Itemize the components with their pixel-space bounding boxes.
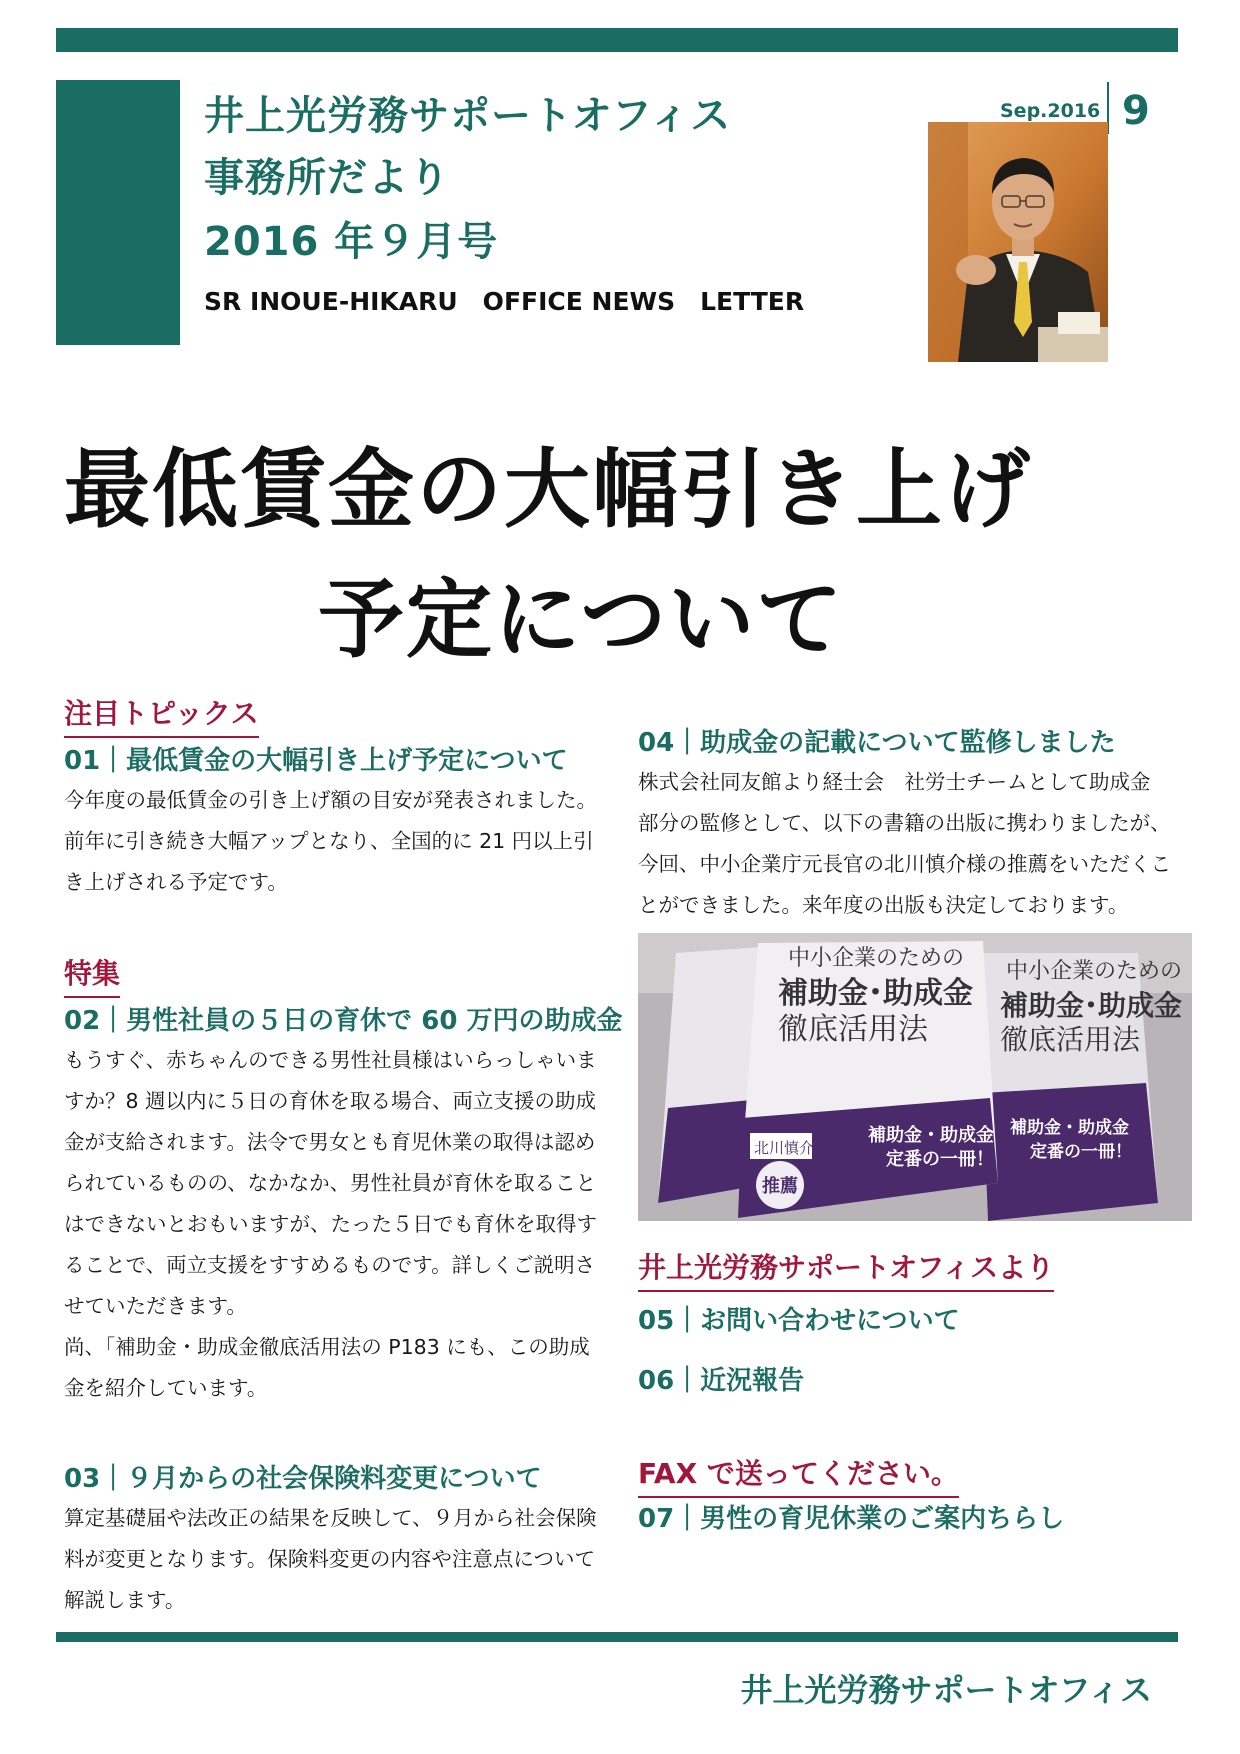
right-book-band-1: 補助金・助成金	[1010, 1118, 1129, 1138]
item-02-title: 02｜男性社員の５日の育休で 60 万円の助成金	[64, 1006, 623, 1036]
item-02-line: せていただきます。	[64, 1294, 247, 1318]
item-02-body	[64, 1040, 614, 1409]
main-headline-line-1: 最低賃金の大幅引き上げ	[64, 440, 1032, 540]
item-01-line: 今年度の最低賃金の引き上げ額の目安が発表されました。	[64, 788, 597, 812]
item-02-line: はできないとおもいますが、たった５日でも育休を取得す	[64, 1212, 597, 1236]
newsletter-title-line-3: 2016 年９月号	[204, 219, 499, 265]
item-06-title: 06｜近況報告	[638, 1366, 805, 1396]
item-02-line: ることで、両立支援をすすめるものです。詳しくご説明さ	[64, 1253, 596, 1277]
book-cover-title-1: 補助金･助成金	[778, 976, 973, 1011]
section-label-fax: FAX で送ってください。	[638, 1452, 959, 1498]
book-author-badge: 北川慎介	[754, 1139, 815, 1157]
item-02-line: 金を紹介しています。	[64, 1376, 268, 1400]
item-04-title: 04｜助成金の記載について監修しました	[638, 728, 1116, 758]
book-band-2: 定番の一冊！	[886, 1149, 994, 1170]
item-05-title: 05｜お問い合わせについて	[638, 1306, 960, 1336]
newsletter-title-line-2: 事務所だより	[204, 155, 450, 201]
item-01-title: 01｜最低賃金の大幅引き上げ予定について	[64, 746, 568, 776]
footer-decor-bar	[56, 1632, 1178, 1642]
author-portrait-photo	[928, 122, 1108, 362]
section-label-topics: 注目トピックス	[64, 692, 259, 738]
item-02-line: もうすぐ、赤ちゃんのできる男性社員様はいらっしゃいま	[64, 1048, 597, 1072]
book-cover-top: 中小企業のための	[788, 946, 965, 971]
section-label-office: 井上光労務サポートオフィスより	[638, 1246, 1054, 1292]
issue-number: 9	[1122, 88, 1150, 134]
item-02-line: られているものの、なかなか、男性社員が育休を取ること	[64, 1171, 597, 1195]
item-03-line: 解説します。	[64, 1588, 186, 1612]
item-07-title: 07｜男性の育児休業のご案内ちらし	[638, 1504, 1065, 1534]
right-book-cover-title-2: 徹底活用法	[1000, 1023, 1141, 1056]
item-04-line: 今回、中小企業庁元長官の北川慎介様の推薦をいただくこ	[638, 852, 1171, 876]
item-04-line: 部分の監修として、以下の書籍の出版に携わりましたが、	[638, 811, 1171, 835]
item-03-body	[64, 1498, 614, 1621]
item-02-line: 金が支給されます。法令で男女とも育児休業の取得は認め	[64, 1130, 596, 1154]
item-03-line: 料が変更となります。保険料変更の内容や注意点について	[64, 1547, 595, 1571]
item-04-line: 株式会社同友館より経士会 社労士チームとして助成金	[638, 770, 1151, 794]
item-03-line: 算定基礎届や法改正の結果を反映して、９月から社会保険	[64, 1506, 597, 1530]
item-01-line: 前年に引き続き大幅アップとなり、全国的に 21 円以上引	[64, 829, 594, 853]
top-decor-bar	[56, 28, 1178, 52]
item-02-line: 尚、「補助金・助成金徹底活用法の P183 にも、この助成	[64, 1335, 590, 1359]
item-01-line: き上げされる予定です。	[64, 870, 288, 894]
item-03-title: 03｜９月からの社会保険料変更について	[64, 1464, 542, 1494]
issue-date: Sep.2016	[1000, 100, 1101, 122]
header-side-block	[56, 80, 180, 345]
section-label-feature: 特集	[64, 952, 120, 998]
main-headline-line-2: 予定について	[318, 570, 845, 670]
right-book-cover-top: 中小企業のための	[1006, 959, 1183, 984]
footer-office-name: 井上光労務サポートオフィス	[740, 1671, 1152, 1709]
item-01-body	[64, 780, 604, 903]
book-recommend-stamp: 推薦	[762, 1176, 798, 1197]
item-02-line: すか？8 週以内に５日の育休を取る場合、両立支援の助成	[64, 1089, 597, 1113]
book-cover-title-2: 徹底活用法	[778, 1012, 928, 1047]
item-04-body	[638, 762, 1188, 926]
right-book-band-2: 定番の一冊！	[1030, 1142, 1132, 1162]
item-04-line: とができました。来年度の出版も決定しております。	[638, 893, 1129, 917]
newsletter-title-line-1: 井上光労務サポートオフィス	[204, 93, 732, 139]
right-book-cover-title-1: 補助金･助成金	[1000, 989, 1183, 1022]
book-cover-photo	[638, 933, 1192, 1221]
book-band-1: 補助金・助成金	[868, 1125, 994, 1146]
newsletter-subtitle: SR INOUE-HIKARU OFFICE NEWS LETTER	[204, 287, 805, 316]
